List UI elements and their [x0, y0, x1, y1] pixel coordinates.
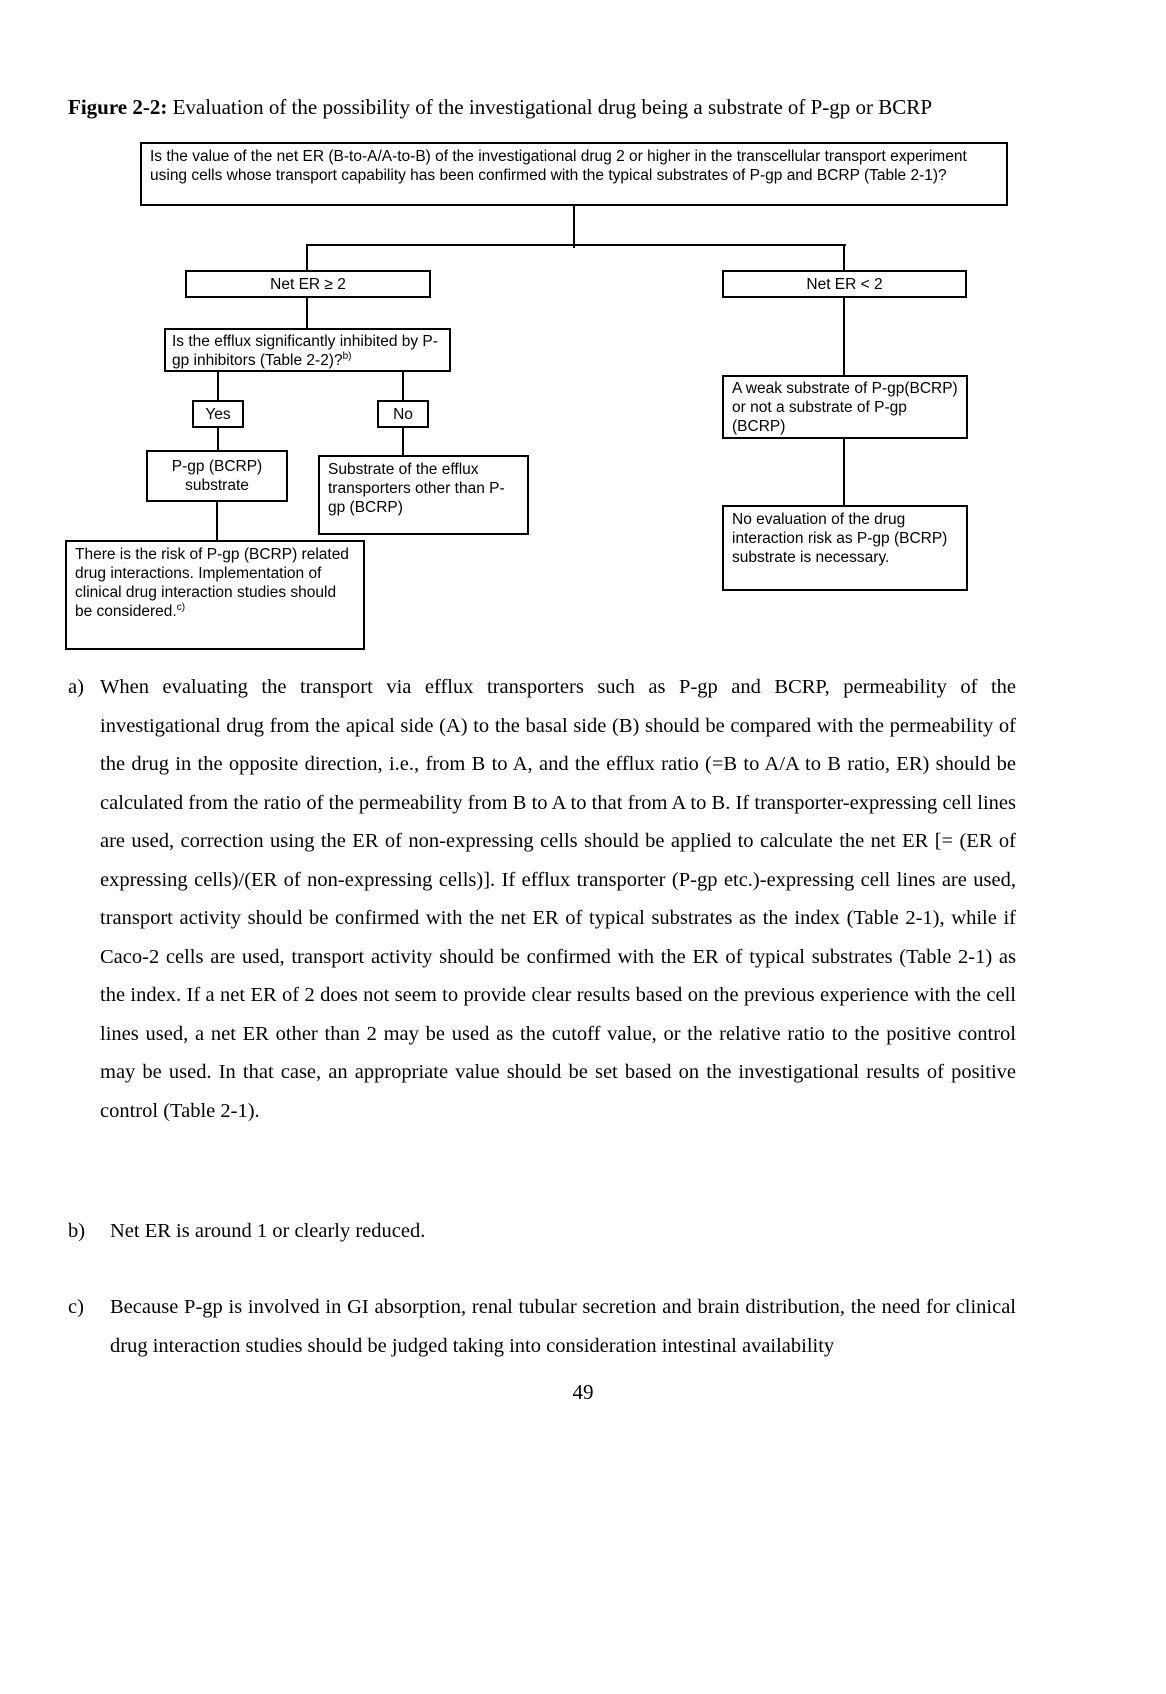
- footnote-c-label: c): [68, 1296, 84, 1318]
- flowchart-box-efflux-question: [164, 328, 451, 372]
- flowchart-box-pgp-substrate: P-gp (BCRP) substrate: [146, 450, 288, 502]
- flowchart-box-no-evaluation: No evaluation of the drug interaction risk as P-gp (BCRP) substrate is necessary.: [722, 505, 968, 591]
- connector-line: [216, 498, 218, 544]
- connector-line: [843, 435, 845, 509]
- footnote-a-text: When evaluating the transport via efflux transporters such as P-gp and BCRP, permeability of the investigational drug from the apical side (A) to the basal side (B) should be compared with the permeability of the drug in the opposite direction, i.e., from B to A, and the efflux ratio (=B to A/A to B ratio, ER) should be calculated from the ratio of the permeability from B to A to that from A to B. If transporter-expressing cell lines are used, correction using the ER of non-expressing cells should be applied to calculate the net ER [= (ER of expressing cells)/(ER of non-expressing cells)]. If efflux transporter (P-gp etc.)-expressing cell lines are used, transport activity should be confirmed with the net ER of typical substrates as the index (Table 2-1), while if Caco-2 cells are used, transport activity should be confirmed with the ER of typical substrates (Table 2-1) as the index. If a net ER of 2 does not seem to provide clear results based on the previous experience with the cell lines used, a net ER other than 2 may be used as the cutoff value, or the relative ratio to the positive control may be used. In that case, an appropriate value should be set based on the investigational results of positive control (Table 2-1).: [100, 676, 1016, 1122]
- figure-label: Figure 2-2:: [68, 95, 168, 119]
- footnote-ref-b: b): [342, 350, 352, 362]
- footnote-c-text: Because P-gp is involved in GI absorption, renal tubular secretion and brain distribution, the need for clinical drug interaction studies should be judged taking into consideration intestinal availability: [110, 1296, 1016, 1357]
- flowchart-box-weak-substrate: A weak substrate of P-gp(BCRP) or not a substrate of P-gp (BCRP): [722, 375, 968, 439]
- connector-line: [217, 368, 219, 404]
- connector-line: [843, 244, 845, 273]
- flowchart-box-net-er-ge-2: Net ER ≥ 2: [185, 270, 431, 298]
- flowchart-box-yes: Yes: [192, 400, 244, 428]
- connector-line: [306, 244, 846, 246]
- flowchart: [0, 0, 1166, 660]
- connector-line: [573, 204, 575, 248]
- flowchart-box-other-substrate: Substrate of the efflux transporters other than P-gp (BCRP): [318, 455, 529, 535]
- connector-line: [843, 294, 845, 379]
- footnote-a: [68, 668, 1016, 1130]
- footnote-b-text: Net ER is around 1 or clearly reduced.: [110, 1220, 426, 1242]
- footnote-c: [68, 1288, 1016, 1365]
- flowchart-box-question: Is the value of the net ER (B-to-A/A-to-B) of the investigational drug 2 or higher in the transcellular transport experiment using cells whose transport capability has been confirmed with the typical substrates of P-gp and BCRP (Table 2-1)?: [140, 142, 1008, 206]
- flowchart-box-net-er-lt-2: Net ER < 2: [722, 270, 967, 298]
- footnote-b-label: b): [68, 1220, 86, 1242]
- flowchart-box-interaction-risk: [65, 540, 365, 650]
- footnote-b: [68, 1212, 1016, 1251]
- connector-line: [306, 296, 308, 332]
- flowchart-box-no: No: [377, 400, 429, 428]
- footnote-a-label: a): [68, 676, 84, 698]
- efflux-question-text: Is the efflux significantly inhibited by P-gp inhibitors (Table 2-2)?: [172, 333, 438, 369]
- connector-line: [402, 368, 404, 404]
- footnote-ref-c: c): [176, 601, 186, 613]
- figure-caption-text: Evaluation of the possibility of the investigational drug being a substrate of P-gp or BCRP: [172, 95, 932, 119]
- page-number: 49: [572, 1380, 594, 1404]
- interaction-risk-text: There is the risk of P-gp (BCRP) related drug interactions. Implementation of clinical drug interaction studies should be considered.: [75, 546, 349, 620]
